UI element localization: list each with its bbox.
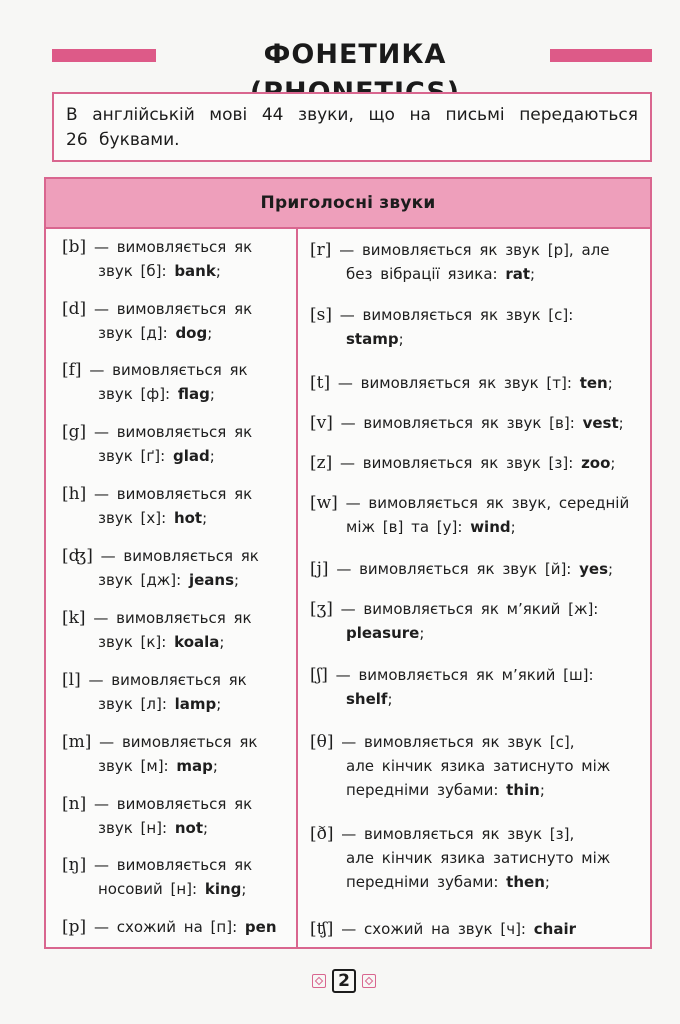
entry-description: — вимовляється як [94, 856, 253, 874]
entry-line-2: звук [б]: bank; [98, 262, 221, 280]
left-entry [62, 792, 288, 840]
phonetic-symbol: [b] [62, 237, 87, 257]
entry-description: — вимовляється як звук [р], але [339, 241, 610, 259]
phonetic-symbol: [j] [310, 559, 329, 579]
example-word: jeans [188, 571, 234, 589]
entry-line [310, 920, 576, 938]
left-entry [62, 544, 288, 592]
example-word: thin [506, 781, 540, 799]
entry-line-2: звук [х]: hot; [98, 509, 208, 527]
entry-description: — схожий на [п]: [93, 918, 238, 936]
entry-description: — вимовляється як м’який [ш]: [335, 666, 594, 684]
right-entry [310, 597, 646, 645]
right-entry [310, 303, 646, 351]
entry-line [62, 856, 252, 874]
left-entry [62, 235, 288, 283]
phonetic-symbol: [ʧ] [310, 919, 334, 939]
example-word: bank [174, 262, 216, 280]
example-word: then [506, 873, 545, 891]
example-word: chair [533, 920, 576, 938]
entry-line-3: передніми зубами: thin; [346, 781, 545, 799]
entry-description-2: звук [л]: [98, 695, 167, 713]
column-divider [296, 229, 298, 947]
title-bar-left [52, 49, 156, 62]
entry-line [62, 361, 248, 379]
phonetic-symbol: [s] [310, 305, 332, 325]
phonetic-symbol: [v] [310, 413, 333, 433]
example-word: lamp [174, 695, 217, 713]
right-entry [310, 451, 646, 475]
phonetic-symbol: [ŋ] [62, 855, 87, 875]
entry-description: — вимовляється як [88, 671, 247, 689]
phonetic-symbol: [z] [310, 453, 333, 473]
entry-line-2: звук [ф]: flag; [98, 385, 215, 403]
entry-line-2: без вібрації язика: rat; [346, 265, 536, 283]
entry-description: — вимовляється як [94, 485, 253, 503]
left-entry [62, 915, 288, 939]
phonetic-symbol: [g] [62, 422, 87, 442]
entry-description-2: без вібрації язика: [346, 265, 498, 283]
entry-description: — вимовляється як звук [т]: [337, 374, 572, 392]
title-row [52, 36, 652, 78]
entry-description: — вимовляється як звук [с]: [339, 306, 574, 324]
entry-description: — вимовляється як [93, 609, 252, 627]
entry-description: — вимовляється як звук [й]: [336, 560, 572, 578]
entry-line [62, 609, 252, 627]
right-entry [310, 371, 646, 395]
right-entry [310, 663, 646, 711]
entry-description: — схожий на звук [ч]: [341, 920, 526, 938]
entry-line [62, 238, 252, 256]
right-entry [310, 822, 646, 894]
entry-description-2: звук [н]: [98, 819, 168, 837]
phonetic-symbol: [m] [62, 732, 92, 752]
example-word: zoo [581, 454, 611, 472]
entry-line-2: pleasure; [346, 624, 425, 642]
entry-line [310, 306, 573, 324]
example-word: hot [173, 509, 203, 527]
title-bar-right [550, 49, 652, 62]
table-header: Приголосні звуки [46, 179, 650, 229]
entry-description: — вимовляється як звук [з], [341, 825, 575, 843]
entry-line [62, 423, 252, 441]
entry-line [310, 733, 575, 751]
right-entry [310, 557, 646, 581]
phonetic-symbol: [ʤ] [62, 546, 93, 566]
left-entry [62, 420, 288, 468]
entry-line-2: звук [дж]: jeans; [98, 571, 240, 589]
diamond-left-icon [312, 974, 326, 988]
phonetic-symbol: [h] [62, 484, 87, 504]
entry-line: [j] — вимовляється як звук [й]: yes; [310, 559, 614, 579]
left-entry [62, 668, 288, 716]
right-entry [310, 917, 646, 941]
example-word: koala [174, 633, 220, 651]
entry-line [310, 600, 598, 618]
entry-line-2: stamp; [346, 330, 404, 348]
entry-description-2: звук [к]: [98, 633, 167, 651]
page-title: ФОНЕТИКА [263, 39, 447, 70]
entry-description-2: звук [дж]: [98, 571, 182, 589]
phonetic-symbol: [ð] [310, 824, 334, 844]
right-entry [310, 238, 646, 286]
right-entry [310, 730, 646, 802]
entry-description-2: звук [м]: [98, 757, 169, 775]
diamond-right-icon [362, 974, 376, 988]
intro-box: В англійській мові 44 звуки, що на письмі передаються 26 буквами. [52, 92, 652, 162]
entry-line [62, 485, 252, 503]
entry-line-2: звук [ґ]: glad; [98, 447, 215, 465]
entry-description: — вимовляється як [93, 423, 253, 441]
example-word: vest [582, 414, 619, 432]
entry-description: — вимовляється як звук, середній [345, 494, 630, 512]
phonetic-symbol: [θ] [310, 732, 334, 752]
page-number-block [306, 968, 382, 994]
entry-description: — вимовляється як [89, 361, 248, 379]
entry-description: — вимовляється як [100, 547, 259, 565]
left-entry [62, 297, 288, 345]
entry-line [62, 547, 259, 565]
phonetic-symbol: [r] [310, 240, 332, 260]
entry-line-3: передніми зубами: then; [346, 873, 550, 891]
entry-description: — вимовляється як звук [в]: [340, 414, 575, 432]
entry-description-2: звук [б]: [98, 262, 167, 280]
entry-line-2: між [в] та [у]: wind; [346, 518, 516, 536]
entry-description-3: передніми зубами: [346, 873, 499, 891]
example-word: flag [177, 385, 210, 403]
entry-description: — вимовляється як м’який [ж]: [340, 600, 599, 618]
left-entry [62, 606, 288, 654]
example-word: map [176, 757, 213, 775]
entry-line-2: shelf; [346, 690, 393, 708]
phonetic-symbol: [n] [62, 794, 87, 814]
phonetic-symbol: [l] [62, 670, 81, 690]
entry-line-2: звук [м]: map; [98, 757, 218, 775]
entry-line [62, 733, 257, 751]
example-word: king [204, 880, 242, 898]
phonetic-symbol: [d] [62, 299, 87, 319]
entry-description-2: звук [д]: [98, 324, 168, 342]
entry-line: [t] — вимовляється як звук [т]: ten; [310, 373, 613, 393]
example-word: rat [505, 265, 531, 283]
entry-description-2: носовий [н]: [98, 880, 198, 898]
entry-line: [v] — вимовляється як звук [в]: vest; [310, 413, 624, 433]
phonetic-symbol: [k] [62, 608, 86, 628]
entry-description-2: звук [ґ]: [98, 447, 166, 465]
entry-line [310, 494, 629, 512]
example-word: not [174, 819, 204, 837]
example-word: ten [579, 374, 608, 392]
entry-line [310, 666, 594, 684]
entry-line [62, 300, 252, 318]
entry-description-2: звук [ф]: [98, 385, 171, 403]
entry-line-2: носовий [н]: king; [98, 880, 247, 898]
consonants-table [44, 177, 652, 949]
entry-line-2: звук [д]: dog; [98, 324, 213, 342]
entry-line [310, 241, 609, 259]
phonetic-symbol: [ʒ] [310, 599, 333, 619]
example-word: wind [470, 518, 511, 536]
example-word: yes [579, 560, 609, 578]
entry-line-2: звук [л]: lamp; [98, 695, 222, 713]
example-word: pleasure [346, 624, 420, 642]
entry-line-2: звук [н]: not; [98, 819, 209, 837]
entry-description-2: звук [х]: [98, 509, 167, 527]
right-entry [310, 491, 646, 539]
entry-line-2: але кінчик язика затиснуто між [346, 849, 611, 867]
entry-line-2: але кінчик язика затиснуто між [346, 757, 611, 775]
example-word: shelf [346, 690, 388, 708]
right-entry [310, 411, 646, 435]
entry-description: — вимовляється як звук [с], [341, 733, 575, 751]
phonetic-symbol: [f] [62, 360, 82, 380]
entry-line: [z] — вимовляється як звук [з]: zoo; [310, 453, 616, 473]
phonetic-symbol: [ʃ] [310, 665, 328, 685]
entry-description-3: передніми зубами: [346, 781, 499, 799]
left-entry [62, 853, 288, 901]
left-entry [62, 358, 288, 406]
entry-line [62, 795, 252, 813]
phonetic-symbol: [p] [62, 917, 87, 937]
page-number: 2 [332, 969, 356, 993]
left-entry [62, 730, 288, 778]
phonetic-symbol: [w] [310, 493, 338, 513]
entry-description: — вимовляється як звук [з]: [340, 454, 574, 472]
entry-description: — вимовляється як [94, 795, 253, 813]
phonetic-symbol: [t] [310, 373, 331, 393]
entry-description: — вимовляється як [93, 238, 253, 256]
entry-line [310, 825, 574, 843]
example-word: stamp [346, 330, 399, 348]
entry-line [62, 918, 277, 936]
left-entry [62, 482, 288, 530]
entry-line [62, 671, 247, 689]
example-word: dog [175, 324, 208, 342]
entry-description: — вимовляється як [99, 733, 258, 751]
entry-description-2: між [в] та [у]: [346, 518, 463, 536]
example-word: pen [244, 918, 277, 936]
entry-description: — вимовляється як [93, 300, 253, 318]
example-word: glad [172, 447, 210, 465]
entry-line-2: звук [к]: koala; [98, 633, 225, 651]
